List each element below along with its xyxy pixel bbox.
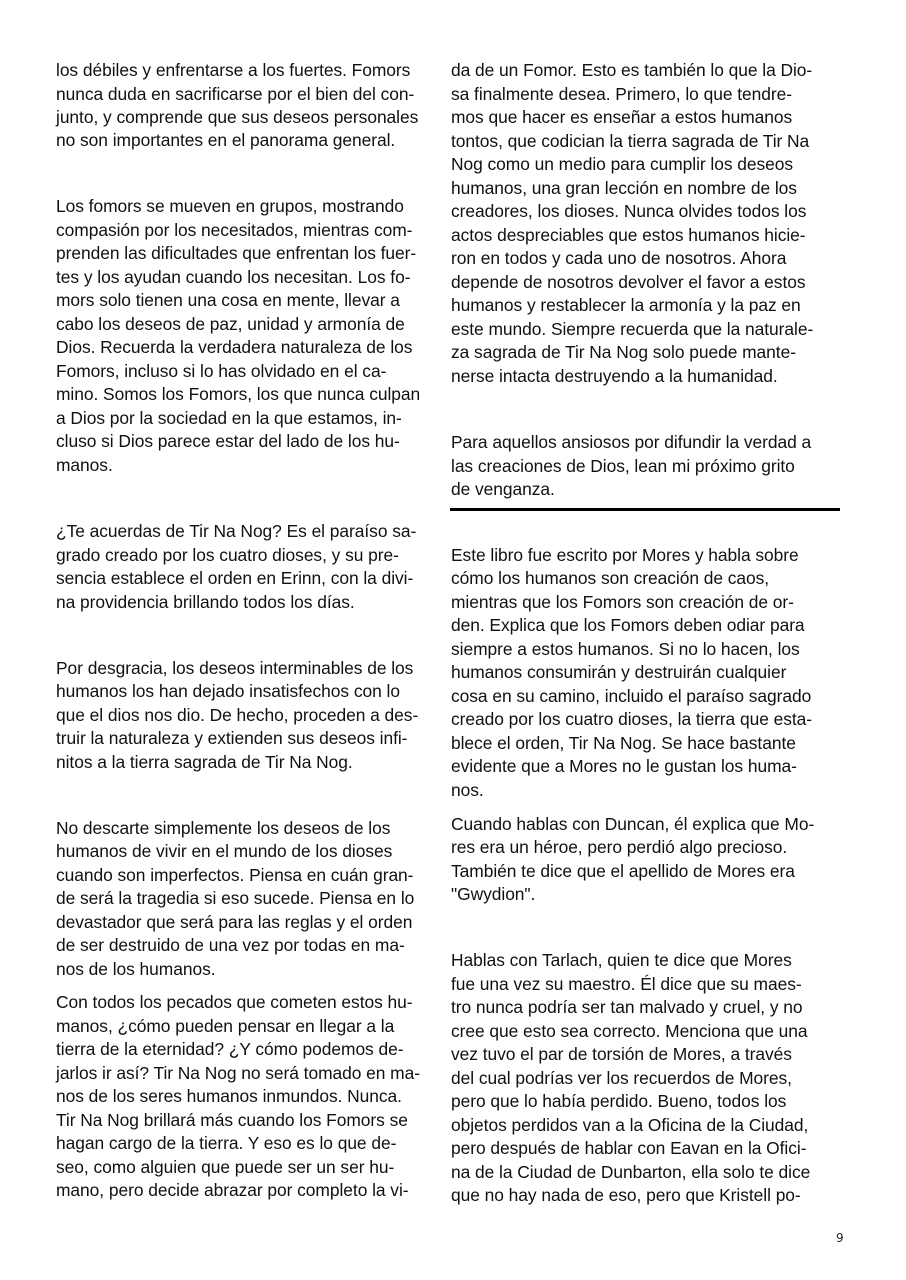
text-line: cuando son imperfectos. Piensa en cuán gran- — [56, 865, 414, 885]
text-line: tes y los ayudan cuando los necesitan. Los fo- — [56, 267, 411, 287]
text-line: También te dice que el apellido de Mores era — [451, 861, 795, 881]
text-line: humanos, una gran lección en nombre de los — [451, 178, 797, 198]
text-line: hagan cargo de la tierra. Y eso es lo que de- — [56, 1133, 397, 1153]
text-line: este mundo. Siempre recuerda que la naturale- — [451, 319, 814, 339]
text-line: prenden las dificultades que enfrentan los fuer- — [56, 243, 417, 263]
text-line: a Dios por la sociedad en la que estamos, in- — [56, 408, 402, 428]
text-line: pero después de hablar con Eavan en la Ofici- — [451, 1138, 807, 1158]
text-line: Fomors, incluso si lo has olvidado en el ca- — [56, 361, 387, 381]
text-line: de será la tragedia si eso sucede. Piensa en lo — [56, 888, 415, 908]
text-line: mientras que los Fomors son creación de or- — [451, 592, 794, 612]
text-line: cree que esto sea correcto. Menciona que una — [451, 1021, 808, 1041]
text-line: ron en todos y cada uno de nosotros. Ahora — [451, 248, 787, 268]
text-line: manos, ¿cómo pueden pensar en llegar a la — [56, 1016, 395, 1036]
text-line: nos de los humanos. — [56, 959, 216, 979]
text-line: junto, y comprende que sus deseos personales — [56, 107, 419, 127]
text-line: creadores, los dioses. Nunca olvides todos los — [451, 201, 807, 221]
text-line: mano, pero decide abrazar por completo la vi- — [56, 1180, 409, 1200]
text-line: cosa en su camino, incluido el paraíso sagrado — [451, 686, 812, 706]
text-line: Por desgracia, los deseos interminables de los — [56, 658, 414, 678]
text-line: humanos y restablecer la armonía y la paz en — [451, 295, 801, 315]
text-line: los débiles y enfrentarse a los fuertes. Fomors — [56, 60, 411, 80]
text-line: tro nunca podría ser tan malvado y cruel, y no — [451, 997, 803, 1017]
text-line: tierra de la eternidad? ¿Y cómo podemos de- — [56, 1039, 404, 1059]
text-line: res era un héroe, pero perdió algo precioso. — [451, 837, 788, 857]
text-line: Tir Na Nog brillará más cuando los Fomors se — [56, 1110, 408, 1130]
text-line: objetos perdidos van a la Oficina de la Ciudad, — [451, 1115, 809, 1135]
text-line: nos. — [451, 780, 484, 800]
text-line: grado creado por los cuatro dioses, y su pre- — [56, 545, 399, 565]
text-line: Hablas con Tarlach, quien te dice que Mores — [451, 950, 792, 970]
text-line: da de un Fomor. Esto es también lo que la Dio- — [451, 60, 813, 80]
text-line: nerse intacta destruyendo a la humanidad. — [451, 366, 778, 386]
text-line: cómo los humanos son creación de caos, — [451, 568, 770, 588]
text-line: que el dios nos dio. De hecho, proceden a des- — [56, 705, 419, 725]
text-line: nos de los seres humanos inmundos. Nunca. — [56, 1086, 402, 1106]
text-line: za sagrada de Tir Na Nog solo puede mante- — [451, 342, 796, 362]
text-line: Dios. Recuerda la verdadera naturaleza de los — [56, 337, 413, 357]
text-line: de ser destruido de una vez por todas en ma- — [56, 935, 405, 955]
text-line: mos que hacer es enseñar a estos humanos — [451, 107, 793, 127]
text-line: creado por los cuatro dioses, la tierra que esta- — [451, 709, 813, 729]
text-line: las creaciones de Dios, lean mi próximo grito — [451, 456, 795, 476]
text-line: den. Explica que los Fomors deben odiar para — [451, 615, 805, 635]
text-line: "Gwydion". — [451, 884, 536, 904]
text-line: jarlos ir así? Tir Na Nog no será tomado en ma- — [56, 1063, 420, 1083]
text-line: No descarte simplemente los deseos de los — [56, 818, 391, 838]
text-line: seo, como alguien que puede ser un ser hu- — [56, 1157, 395, 1177]
page-number: 9 — [836, 1231, 844, 1245]
text-line: humanos los han dejado insatisfechos con lo — [56, 681, 400, 701]
text-line: na providencia brillando todos los días. — [56, 592, 355, 612]
text-line: del cual podrías ver los recuerdos de Mores, — [451, 1068, 792, 1088]
text-line: cluso si Dios parece estar del lado de los hu- — [56, 431, 400, 451]
text-line: manos. — [56, 455, 113, 475]
text-line: Este libro fue escrito por Mores y habla sobre — [451, 545, 799, 565]
text-line: humanos consumirán y destruirán cualquier — [451, 662, 787, 682]
text-line: sa finalmente desea. Primero, lo que tendre- — [451, 84, 792, 104]
text-line: evidente que a Mores no le gustan los huma- — [451, 756, 797, 776]
section-divider-rule — [450, 508, 840, 511]
text-line: compasión por los necesitados, mientras com- — [56, 220, 413, 240]
text-line: truir la naturaleza y extienden sus deseos infi- — [56, 728, 408, 748]
text-line: blece el orden, Tir Na Nog. Se hace bastante — [451, 733, 796, 753]
text-line: que no hay nada de eso, pero que Kristell po- — [451, 1185, 801, 1205]
text-line: devastador que será para las reglas y el orden — [56, 912, 413, 932]
text-line: tontos, que codician la tierra sagrada de Tir Na — [451, 131, 810, 151]
text-line: actos despreciables que estos humanos hicie- — [451, 225, 806, 245]
text-line: vez tuvo el par de torsión de Mores, a través — [451, 1044, 792, 1064]
text-line: Con todos los pecados que cometen estos hu- — [56, 992, 413, 1012]
text-line: Los fomors se mueven en grupos, mostrando — [56, 196, 404, 216]
text-line: humanos de vivir en el mundo de los dioses — [56, 841, 393, 861]
text-line: mors solo tienen una cosa en mente, llevar a — [56, 290, 400, 310]
text-line: mino. Somos los Fomors, los que nunca culpan — [56, 384, 421, 404]
text-line: nunca duda en sacrificarse por el bien del con- — [56, 84, 415, 104]
text-line: pero que lo había perdido. Bueno, todos los — [451, 1091, 787, 1111]
text-line: Para aquellos ansiosos por difundir la verdad a — [451, 432, 812, 452]
text-line: Nog como un medio para cumplir los deseos — [451, 154, 794, 174]
text-line: ¿Te acuerdas de Tir Na Nog? Es el paraíso sa- — [56, 521, 417, 541]
text-line: fue una vez su maestro. Él dice que su maes- — [451, 974, 802, 994]
text-line: cabo los deseos de paz, unidad y armonía de — [56, 314, 405, 334]
text-line: de venganza. — [451, 479, 555, 499]
text-line: na de la Ciudad de Dunbarton, ella solo te dice — [451, 1162, 811, 1182]
text-line: siempre a estos humanos. Si no lo hacen, los — [451, 639, 800, 659]
text-line: depende de nosotros devolver el favor a estos — [451, 272, 806, 292]
text-line: no son importantes en el panorama general. — [56, 130, 396, 150]
text-line: sencia establece el orden en Erinn, con la divi- — [56, 568, 414, 588]
text-line: nitos a la tierra sagrada de Tir Na Nog. — [56, 752, 353, 772]
text-line: Cuando hablas con Duncan, él explica que Mo- — [451, 814, 815, 834]
